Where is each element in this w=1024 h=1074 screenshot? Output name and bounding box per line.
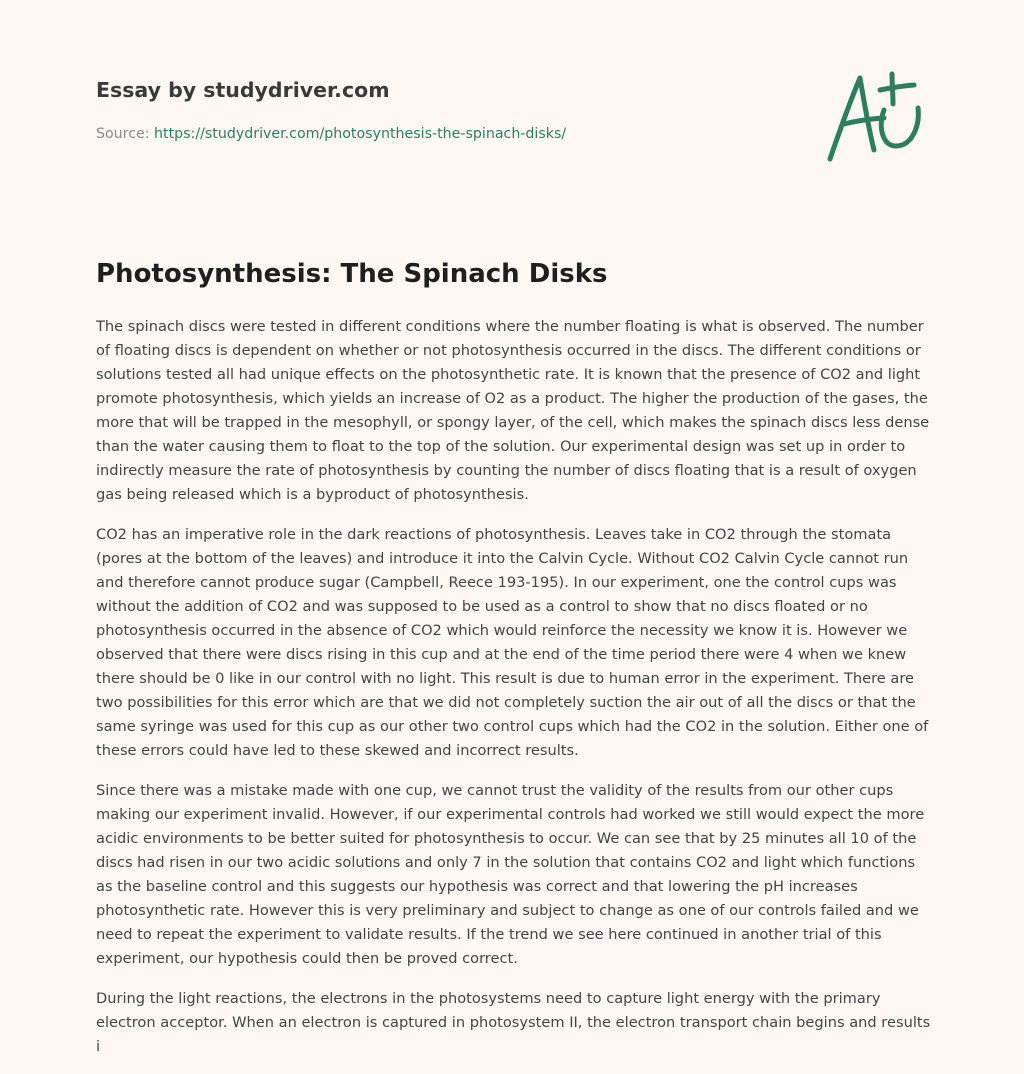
essay-header: [96, 76, 796, 144]
source-line: [96, 124, 796, 144]
essay-paragraph: During the light reactions, the electrons in the photosystems need to capture light energy with the primary electron acceptor. When an electron is captured in photosystem II, the electron transport chain begins and results i: [96, 990, 931, 1055]
essay-paragraph: The spinach discs were tested in different conditions where the number floating is what is observed. The number of floating discs is dependent on whether or not photosynthesis occurred in the discs. The different conditions or solutions tested all had unique effects on the photosynthetic rate. It is known that the presence of CO2 and light promote photosynthesis, which yields an increase of O2 as a product. The higher the production of the gases, the more that will be trapped in the mesophyll, or spongy layer, of the cell, which makes the spinach discs less dense than the water causing them to float to the top of the solution. Our experimental design was set up in order to indirectly measure the rate of photosynthesis by counting the number of discs floating that is a result of oxygen gas being released which is a byproduct of photosynthesis.: [96, 318, 930, 503]
essay-paragraph: Since there was a mistake made with one cup, we cannot trust the validity of the results from our other cups making our experiment invalid. However, if our experimental controls had worked we still would expect the more acidic environments to be better suited for photosynthesis to occur. We can see that by 25 minutes all 10 of the discs had risen in our two acidic solutions and only 7 in the solution that contains CO2 and light which functions as the baseline control and this suggests our hypothesis was correct and that lowering the pH increases photosynthetic rate. However this is very preliminary and subject to change as one of our controls failed and we need to repeat the experiment to validate results. If the trend we see here continued in another trial of this experiment, our hypothesis could then be proved correct.: [96, 782, 925, 967]
essay-paragraph: CO2 has an imperative role in the dark reactions of photosynthesis. Leaves take in CO2 through the stomata (pores at the bottom of the leaves) and introduce it into the Calvin Cycle. Without CO2 Calvin Cycle cannot run and therefore cannot produce sugar (Campbell, Reece 193-195). In our experiment, one the control cups was without the addition of CO2 and was supposed to be used as a control to show that no discs floated or no photosynthesis occurred in the absence of CO2 which would reinforce the necessity we know it is. However we observed that there were discs rising in this cup and at the end of the time period there were 4 when we knew there should be 0 like in our control with no light. This result is due to human error in the experiment. There are two possibilities for this error which are that we did not completely suction the air out of all the discs or that the same syringe was used for this cup as our other two control cups which had the CO2 in the solution. Either one of these errors could have led to these skewed and incorrect results.: [96, 526, 929, 759]
source-label: Source:: [96, 126, 150, 142]
source-link[interactable]: https://studydriver.com/photosynthesis-the-spinach-disks/: [154, 126, 567, 142]
a-plus-logo-icon: [822, 66, 928, 166]
essay-title: Photosynthesis: The Spinach Disks: [96, 259, 608, 289]
brand-title: Essay by studydriver.com: [96, 78, 390, 102]
essay-body: [96, 315, 932, 1060]
